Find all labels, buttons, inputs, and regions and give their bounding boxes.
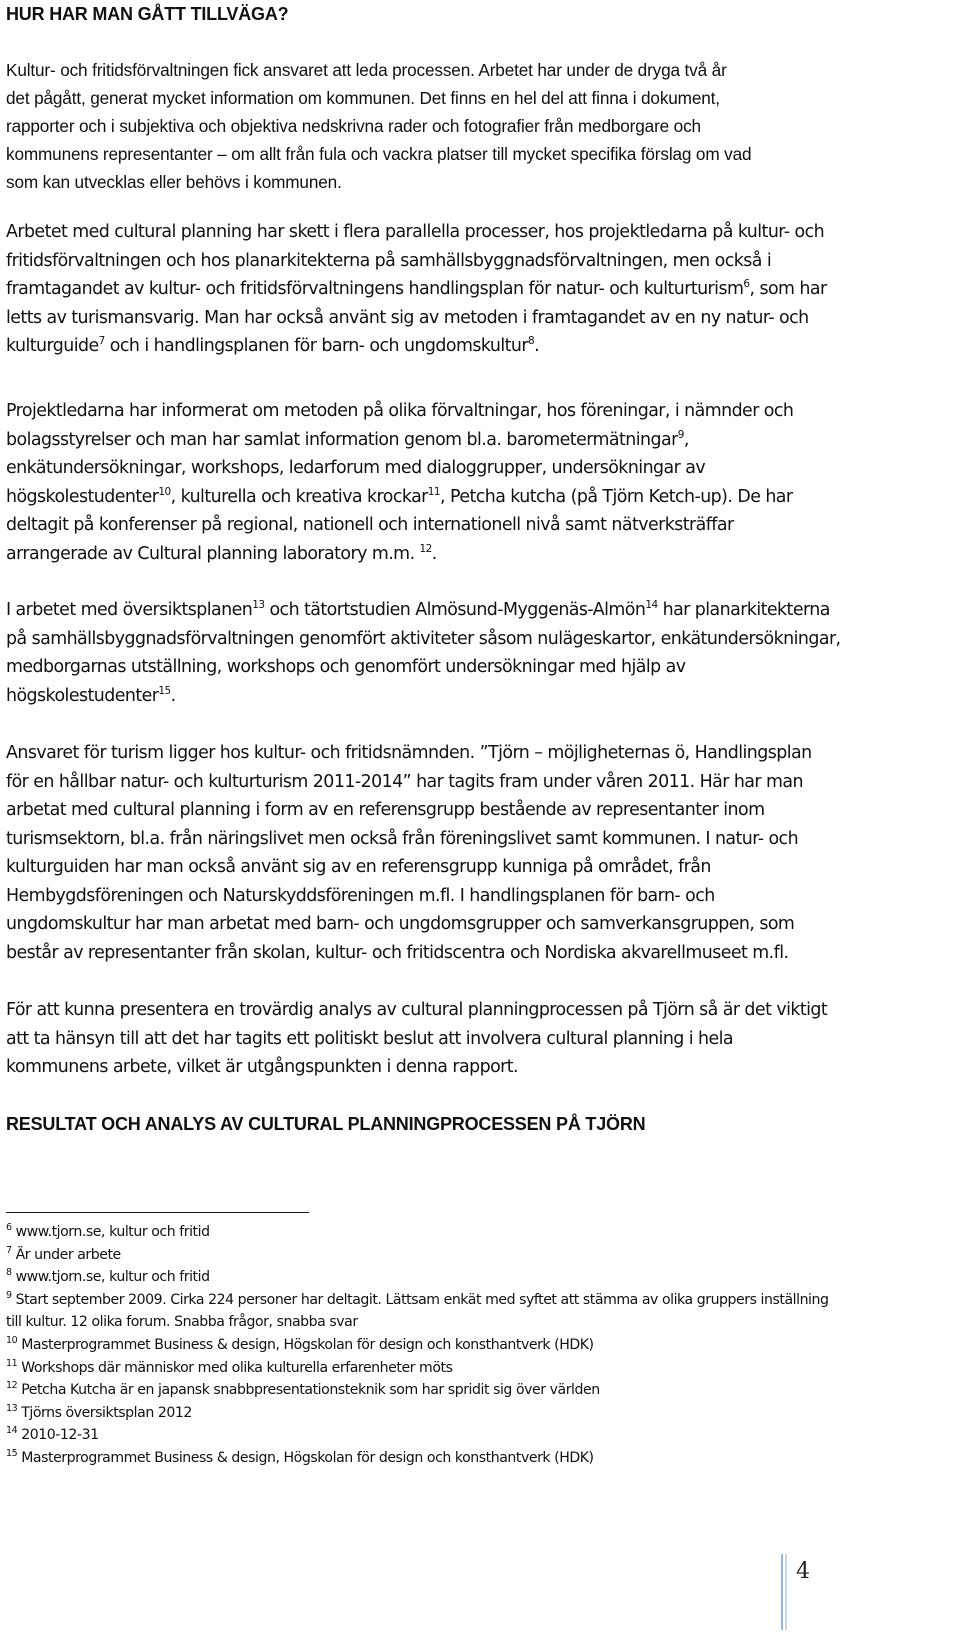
paragraph-6: För att kunna presentera en trovärdig analys av cultural planningprocessen på Tjörn så är det viktigt att ta hänsyn till att det har tagits ett politiskt beslut att involvera cultural planning i hela kommunens arbete, vilket är utgångspunkten i denna rapport. bbox=[6, 1000, 828, 1077]
footnote-text: Tjörns översiktsplan 2012 bbox=[21, 1404, 192, 1421]
paragraph-3-text-e: . bbox=[431, 543, 437, 564]
footnote-number: 10 bbox=[6, 1334, 18, 1346]
footnote-ref-9: 9 bbox=[677, 428, 684, 441]
paragraph-4-text-b: och tätortstudien Almösund-Myggenäs-Almön bbox=[264, 600, 646, 620]
paragraph-1: Kultur- och fritidsförvaltningen fick ansvaret att leda processen. Arbetet har under de dryga två år det pågått, generat mycket information om kommunen. Det finns en hel del att finna i dokument, rapporter och i subjektiva och objektiva nedskrivna rader och fotografier från medborgare och kommunens representanter – om allt från fula och vackra platser till mycket specifika förslag om vad som kan utvecklas eller behövs i kommunen. bbox=[6, 60, 752, 192]
footnote bbox=[6, 1334, 954, 1357]
paragraph-3-text-b: , enkätundersökningar, workshops, ledarforum med dialoggrupper, undersökningar av högskolestudenter bbox=[6, 429, 706, 507]
footnote-separator bbox=[6, 1212, 309, 1213]
footnote-ref-13: 13 bbox=[252, 599, 265, 611]
footnote bbox=[6, 1424, 954, 1447]
paragraph-4-text-d: . bbox=[170, 685, 176, 706]
footnote-ref-7: 7 bbox=[98, 335, 105, 347]
footnote-number: 7 bbox=[6, 1244, 12, 1256]
paragraph-2-text-d: . bbox=[534, 336, 540, 356]
paragraph-2 bbox=[6, 218, 950, 361]
footnote-ref-10: 10 bbox=[158, 485, 171, 498]
footnote-number: 9 bbox=[6, 1289, 12, 1301]
paragraph-3-text-d: , Petcha kutcha (på Tjörn Ketch-up). De har deltagit på konferenser på regional, nationell och internationell nivå samt nätverksträffar arrangerade av Cultural planning laboratory m.m. bbox=[6, 486, 793, 564]
page-marker-bar bbox=[785, 1554, 787, 1630]
footnote-ref-12: 12 bbox=[419, 542, 432, 555]
results-heading: RESULTAT OCH ANALYS AV CULTURAL PLANNINGPROCESSEN PÅ TJÖRN bbox=[6, 1114, 646, 1134]
paragraph-3-text-c: , kulturella och kreativa krockar bbox=[170, 486, 428, 507]
paragraph-2-text-c: och i handlingsplanen för barn- och ungdomskultur bbox=[104, 336, 528, 356]
paragraph-3 bbox=[6, 397, 950, 568]
footnote-number: 6 bbox=[6, 1222, 12, 1233]
document-page bbox=[6, 0, 954, 1633]
footnote-text: Workshops där människor med olika kulturella erfarenheter möts bbox=[21, 1359, 453, 1376]
section-heading: HUR HAR MAN GÅTT TILLVÄGA? bbox=[6, 4, 289, 24]
paragraph-4-text-c: har planarkitekterna på samhällsbyggnadsförvaltningen genomfört aktiviteter såsom nulägeskartor, enkätundersökningar, medborgarnas utställning, workshops och genomfört undersökningar med hjälp av högskolestudenter bbox=[6, 600, 841, 706]
paragraph-5: Ansvaret för turism ligger hos kultur- och fritidsnämnden. ”Tjörn – möjligheternas ö, Handlingsplan för en hållbar natur- och kulturturism 2011-2014” har tagits fram under våren 2011. Här har man arbetat med cultural planning i form av en referensgrupp bestående av representanter inom turismsektorn, bl.a. från näringslivet men också från föreningslivet samt kommunen. I natur- och kulturguiden har man också använt sig av en referensgrupp kunniga på området, från Hembygdsföreningen och Naturskyddsföreningen m.fl. I handlingsplanen för barn- och ungdomskultur har man arbetat med barn- och ungdomsgrupper och samverkansgruppen, som består av representanter från skolan, kultur- och fritidscentra och Nordiska akvarellmuseet m.fl. bbox=[6, 743, 812, 963]
paragraph-4-text-a: I arbetet med översiktsplanen bbox=[6, 600, 253, 620]
footnote bbox=[6, 1357, 954, 1380]
footnote bbox=[6, 1402, 954, 1425]
paragraph-3-text-a: Projektledarna har informerat om metoden på olika förvaltningar, hos föreningar, i nämnder och bolagsstyrelser och man har samlat information genom bl.a. barometermätningar bbox=[6, 401, 794, 450]
footnote bbox=[6, 1447, 954, 1470]
footnote bbox=[6, 1221, 954, 1244]
footnote-text: Start september 2009. Cirka 224 personer har deltagit. Lättsam enkät med syftet att stämma av olika gruppers inställning till kultur. 12 olika forum. Snabba frågor, snabba svar bbox=[6, 1291, 829, 1331]
footnote-number: 15 bbox=[6, 1447, 18, 1459]
page-number: 4 bbox=[796, 1559, 810, 1584]
footnote-number: 12 bbox=[6, 1380, 18, 1392]
footnote-number: 13 bbox=[6, 1402, 18, 1414]
footnote-number: 11 bbox=[6, 1357, 18, 1369]
footnote-text: Petcha Kutcha är en japansk snabbpresentationsteknik som har spridit sig över världen bbox=[21, 1382, 600, 1399]
footnote bbox=[6, 1266, 954, 1289]
footnote-ref-14: 14 bbox=[645, 599, 658, 611]
footnote-ref-11: 11 bbox=[427, 485, 441, 498]
footnote-ref-8: 8 bbox=[527, 335, 535, 347]
footnote-text: 2010-12-31 bbox=[21, 1427, 99, 1444]
paragraph-4 bbox=[6, 596, 950, 710]
footnote-list bbox=[6, 1221, 954, 1470]
page-marker-bar bbox=[781, 1554, 783, 1630]
footnote bbox=[6, 1244, 954, 1267]
page-number-marker bbox=[781, 1554, 841, 1630]
footnote bbox=[6, 1289, 954, 1334]
footnote-text: Masterprogrammet Business & design, Högskolan för design och konsthantverk (HDK) bbox=[21, 1336, 594, 1353]
footnote-ref-6: 6 bbox=[743, 278, 750, 290]
footnote-ref-15: 15 bbox=[158, 684, 171, 697]
footnote-text: Masterprogrammet Business & design, Högskolan för design och konsthantverk (HDK) bbox=[21, 1449, 594, 1466]
paragraph-2-text-b: , som har letts av turismansvarig. Man har också använt sig av metoden i framtagandet av en ny natur- och kulturguide bbox=[6, 279, 827, 356]
footnote bbox=[6, 1379, 954, 1402]
footnote-text: www.tjorn.se, kultur och fritid bbox=[15, 1269, 210, 1286]
footnote-text: Är under arbete bbox=[15, 1246, 121, 1263]
paragraph-2-text-a: Arbetet med cultural planning har skett i flera parallella processer, hos projektledarna på kultur- och fritidsförvaltningen och hos planarkitekterna på samhällsbyggnadsförvaltningen, men också i framtagandet av kultur- och fritidsförvaltningens handlingsplan för natur- och kulturturism bbox=[6, 222, 825, 299]
footnote-number: 8 bbox=[6, 1267, 12, 1279]
footnote-text: www.tjorn.se, kultur och fritid bbox=[15, 1224, 210, 1240]
footnote-number: 14 bbox=[6, 1425, 18, 1437]
